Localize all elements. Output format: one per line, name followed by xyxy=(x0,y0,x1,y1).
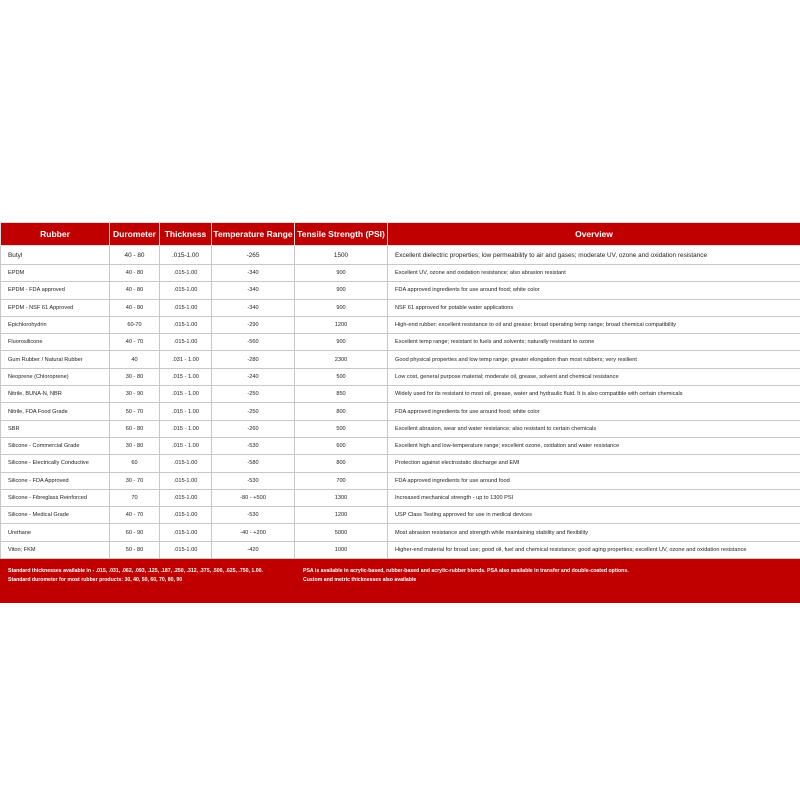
standard-thicknesses-note: Standard thicknesses available in - .015, .031, .062, .093, .125, .187, .250, .312, .375, .500, .625, .750, 1.00. xyxy=(8,568,263,575)
cell-tensile-strength: 800 xyxy=(295,403,388,420)
cell-thickness: .015-1.00 xyxy=(160,507,212,524)
cell-durometer: 60 xyxy=(110,455,160,472)
footer-left-notes xyxy=(8,567,263,585)
cell-tensile-strength: 900 xyxy=(295,265,388,282)
table-row xyxy=(1,316,800,333)
table-row xyxy=(1,541,800,558)
cell-temperature-range: -340 xyxy=(212,282,295,299)
cell-thickness: .015 - 1.00 xyxy=(160,386,212,403)
cell-tensile-strength: 1300 xyxy=(295,489,388,506)
column-header-durometer: Durometer xyxy=(110,223,160,246)
cell-temperature-range: -560 xyxy=(212,334,295,351)
table-row xyxy=(1,507,800,524)
table-row xyxy=(1,282,800,299)
cell-temperature-range: -530 xyxy=(212,472,295,489)
table-row xyxy=(1,524,800,541)
cell-thickness: .015-1.00 xyxy=(160,472,212,489)
cell-temperature-range: -265 xyxy=(212,246,295,265)
table-row xyxy=(1,420,800,437)
cell-durometer: 30 - 70 xyxy=(110,472,160,489)
cell-durometer: 60 - 90 xyxy=(110,524,160,541)
cell-overview: Good physical properties and low temp range; greater elongation than most rubbers; very resilient xyxy=(388,351,800,368)
table-row xyxy=(1,299,800,316)
cell-rubber: SBR xyxy=(1,420,110,437)
cell-rubber: Fluorosilicone xyxy=(1,334,110,351)
cell-durometer: 40 - 80 xyxy=(110,299,160,316)
cell-durometer: 40 xyxy=(110,351,160,368)
cell-overview: Increased mechanical strength - up to 1300 PSI xyxy=(388,489,800,506)
cell-durometer: 60-70 xyxy=(110,316,160,333)
table-row xyxy=(1,265,800,282)
cell-rubber: Silicone - Electrically Conductive xyxy=(1,455,110,472)
cell-overview: Excellent UV, ozone and oxidation resistance; also abrasion resistant xyxy=(388,265,800,282)
column-header-rubber: Rubber xyxy=(1,223,110,246)
cell-rubber: Gum Rubber / Natural Rubber xyxy=(1,351,110,368)
cell-thickness: .015 - 1.00 xyxy=(160,368,212,385)
cell-tensile-strength: 900 xyxy=(295,334,388,351)
table-header-row xyxy=(1,223,800,246)
psa-availability-note: PSA is available in acrylic-based, rubber-based and acrylic-rubber blends. PSA also available in transfer and double-coated options. xyxy=(303,568,629,575)
cell-durometer: 50 - 80 xyxy=(110,541,160,558)
cell-thickness: .015-1.00 xyxy=(160,316,212,333)
cell-thickness: .015-1.00 xyxy=(160,282,212,299)
cell-temperature-range: -280 xyxy=(212,351,295,368)
cell-thickness: .015-1.00 xyxy=(160,265,212,282)
table-row xyxy=(1,386,800,403)
column-header-overview: Overview xyxy=(388,223,800,246)
cell-rubber: EPDM - FDA approved xyxy=(1,282,110,299)
column-header-thickness: Thickness xyxy=(160,223,212,246)
cell-durometer: 40 - 70 xyxy=(110,334,160,351)
cell-tensile-strength: 850 xyxy=(295,386,388,403)
cell-overview: Widely used for its resistant to most oil, grease, water and hydraulic fluid. It is also compatible with certain chemicals xyxy=(388,386,800,403)
cell-rubber: Nitrile, BUNA-N, NBR xyxy=(1,386,110,403)
cell-overview: Low cost, general purpose material; moderate oil, grease, solvent and chemical resistance xyxy=(388,368,800,385)
cell-thickness: .015-1.00 xyxy=(160,299,212,316)
cell-durometer: 40 - 80 xyxy=(110,282,160,299)
cell-temperature-range: -260 xyxy=(212,420,295,437)
cell-thickness: .015-1.00 xyxy=(160,489,212,506)
cell-tensile-strength: 800 xyxy=(295,455,388,472)
cell-thickness: .015-1.00 xyxy=(160,246,212,265)
cell-thickness: .031 - 1.00 xyxy=(160,351,212,368)
footer-right-notes xyxy=(303,567,629,585)
cell-rubber: Silicone - Commercial Grade xyxy=(1,437,110,454)
cell-thickness: .015-1.00 xyxy=(160,455,212,472)
cell-overview: Excellent dielectric properties; low permeability to air and gases; moderate UV, ozone and oxidation resistance xyxy=(388,246,800,265)
table-row xyxy=(1,351,800,368)
cell-thickness: .015 - 1.00 xyxy=(160,420,212,437)
cell-durometer: 40 - 80 xyxy=(110,265,160,282)
table-body xyxy=(1,246,800,559)
cell-durometer: 30 - 80 xyxy=(110,437,160,454)
table-row xyxy=(1,368,800,385)
cell-overview: Higher-end material for broad use; good oil, fuel and chemical resistance; good aging properties; excellent UV, ozone and oxidation resistance xyxy=(388,541,800,558)
cell-tensile-strength: 5000 xyxy=(295,524,388,541)
cell-durometer: 40 - 80 xyxy=(110,246,160,265)
cell-durometer: 30 - 90 xyxy=(110,386,160,403)
cell-tensile-strength: 2300 xyxy=(295,351,388,368)
cell-tensile-strength: 700 xyxy=(295,472,388,489)
cell-temperature-range: -240 xyxy=(212,368,295,385)
cell-rubber: Silicone - FDA Approved xyxy=(1,472,110,489)
cell-rubber: Viton; FKM xyxy=(1,541,110,558)
cell-tensile-strength: 900 xyxy=(295,299,388,316)
cell-rubber: Nitrile, FDA Food Grade xyxy=(1,403,110,420)
table-row xyxy=(1,246,800,265)
cell-temperature-range: -250 xyxy=(212,403,295,420)
cell-overview: Excellent temp range; resistant to fuels and solvents; naturally resistant to ozone xyxy=(388,334,800,351)
cell-overview: FDA approved ingredients for use around food; white color xyxy=(388,282,800,299)
rubber-properties-table xyxy=(0,222,800,559)
standard-durometer-note: Standard durometer for most rubber products: 30, 40, 50, 60, 70, 80, 90 xyxy=(8,577,183,584)
cell-overview: Most abrasion resistance and strength while maintaining stability and flexibility xyxy=(388,524,800,541)
cell-tensile-strength: 500 xyxy=(295,420,388,437)
cell-tensile-strength: 600 xyxy=(295,437,388,454)
cell-temperature-range: -580 xyxy=(212,455,295,472)
cell-temperature-range: -340 xyxy=(212,299,295,316)
cell-rubber: Epichlorohydrin xyxy=(1,316,110,333)
cell-durometer: 50 - 70 xyxy=(110,403,160,420)
cell-overview: Protection against electrostatic discharge and EMI xyxy=(388,455,800,472)
cell-overview: High-end rubber; excellent resistance to oil and grease; broad operating temp range; broad chemical compatibility xyxy=(388,316,800,333)
rubber-properties-sheet xyxy=(0,222,800,603)
cell-rubber: EPDM - NSF 61 Approved xyxy=(1,299,110,316)
cell-temperature-range: -40 - +200 xyxy=(212,524,295,541)
column-header-tensile-strength: Tensile Strength (PSI) xyxy=(295,223,388,246)
column-header-temperature-range: Temperature Range xyxy=(212,223,295,246)
cell-thickness: .015 - 1.00 xyxy=(160,437,212,454)
cell-tensile-strength: 900 xyxy=(295,282,388,299)
cell-thickness: .015-1.00 xyxy=(160,541,212,558)
cell-rubber: Butyl xyxy=(1,246,110,265)
cell-thickness: .015 - 1.00 xyxy=(160,403,212,420)
cell-thickness: .015-1.00 xyxy=(160,524,212,541)
cell-overview: FDA approved ingredients for use around food; white color xyxy=(388,403,800,420)
cell-overview: FDA approved ingredients for use around food xyxy=(388,472,800,489)
table-row xyxy=(1,455,800,472)
cell-temperature-range: -420 xyxy=(212,541,295,558)
table-row xyxy=(1,437,800,454)
cell-temperature-range: -250 xyxy=(212,386,295,403)
table-row xyxy=(1,472,800,489)
table-row xyxy=(1,489,800,506)
cell-rubber: Silicone - Medical Grade xyxy=(1,507,110,524)
cell-overview: Excellent abrasion, wear and water resistance; also resistant to certain chemicals xyxy=(388,420,800,437)
cell-tensile-strength: 1500 xyxy=(295,246,388,265)
cell-thickness: .015-1.00 xyxy=(160,334,212,351)
cell-tensile-strength: 500 xyxy=(295,368,388,385)
cell-overview: NSF 61 approved for potable water applications xyxy=(388,299,800,316)
cell-tensile-strength: 1200 xyxy=(295,316,388,333)
custom-thickness-note: Custom and metric thicknesses also available xyxy=(303,577,417,584)
cell-rubber: Urethane xyxy=(1,524,110,541)
table-row xyxy=(1,403,800,420)
cell-durometer: 70 xyxy=(110,489,160,506)
cell-rubber: Neoprene (Chloroprene) xyxy=(1,368,110,385)
cell-overview: USP Class Testing approved for use in medical devices xyxy=(388,507,800,524)
cell-tensile-strength: 1000 xyxy=(295,541,388,558)
cell-rubber: EPDM xyxy=(1,265,110,282)
cell-temperature-range: -80 - +500 xyxy=(212,489,295,506)
cell-durometer: 30 - 80 xyxy=(110,368,160,385)
cell-tensile-strength: 1200 xyxy=(295,507,388,524)
cell-durometer: 40 - 70 xyxy=(110,507,160,524)
cell-durometer: 60 - 80 xyxy=(110,420,160,437)
table-row xyxy=(1,334,800,351)
cell-temperature-range: -530 xyxy=(212,507,295,524)
cell-temperature-range: -290 xyxy=(212,316,295,333)
cell-temperature-range: -530 xyxy=(212,437,295,454)
table-footer-notes xyxy=(0,559,800,603)
cell-rubber: Silicone - Fibreglass Reinforced xyxy=(1,489,110,506)
cell-temperature-range: -340 xyxy=(212,265,295,282)
cell-overview: Excellent high and low-temperature range; excellent ozone, oxidation and water resistance xyxy=(388,437,800,454)
